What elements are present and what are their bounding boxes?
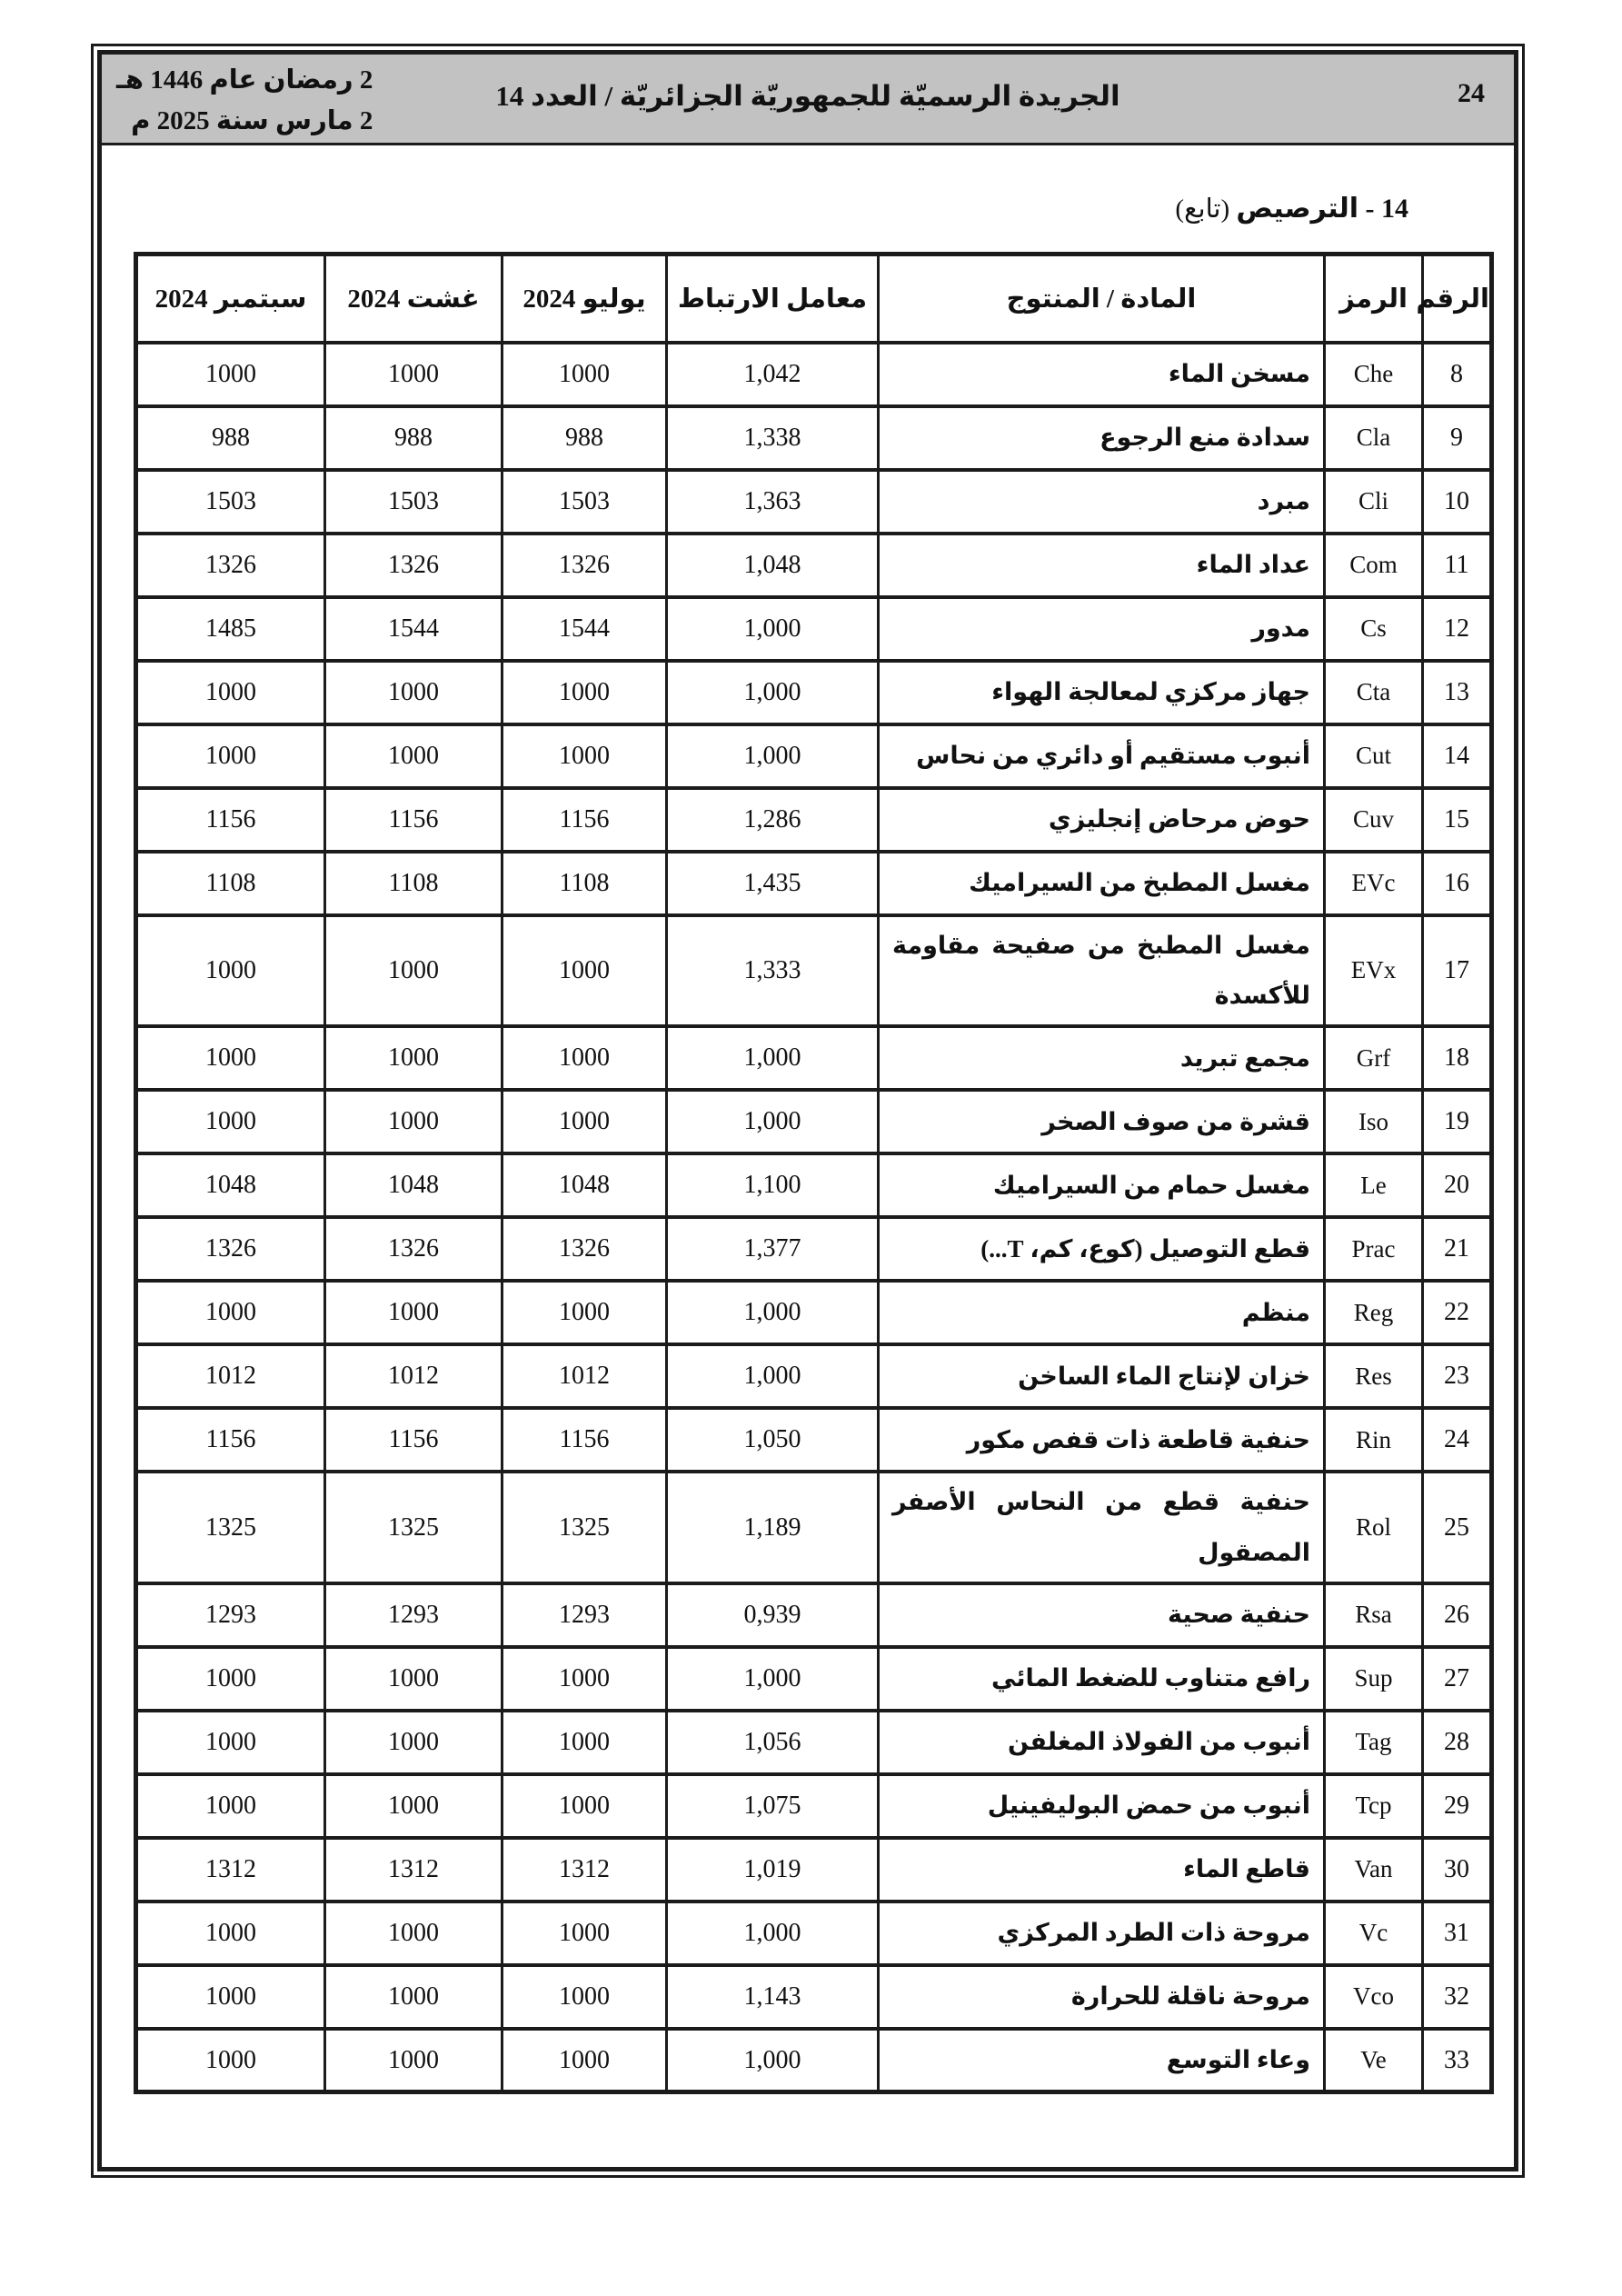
cell-july: 1156: [503, 1408, 667, 1472]
cell-august: 1326: [325, 1217, 503, 1281]
table-row: [136, 661, 1492, 724]
cell-coefficient: 1,050: [667, 1408, 879, 1472]
cell-august: 1000: [325, 915, 503, 1027]
cell-product: قطع التوصيل (كوع، كم، T...): [879, 1217, 1325, 1281]
cell-product: مغسل المطبخ من صفيحة مقاومة للأكسدة: [879, 915, 1325, 1027]
cell-number: 9: [1423, 406, 1492, 470]
cell-coefficient: 1,000: [667, 1344, 879, 1408]
cell-code: Cta: [1325, 661, 1423, 724]
cell-number: 27: [1423, 1647, 1492, 1711]
cell-august: 1000: [325, 724, 503, 788]
table-row: [136, 1153, 1492, 1217]
cell-coefficient: 1,377: [667, 1217, 879, 1281]
table-row: [136, 724, 1492, 788]
cell-july: 1000: [503, 1647, 667, 1711]
cell-july: 1312: [503, 1838, 667, 1902]
cell-coefficient: 1,042: [667, 343, 879, 406]
cell-august: 1325: [325, 1472, 503, 1583]
header-cell-september: سبتمبر 2024: [136, 255, 325, 343]
cell-july: 1156: [503, 788, 667, 852]
cell-september: 1156: [136, 788, 325, 852]
cell-code: Prac: [1325, 1217, 1423, 1281]
cell-code: Reg: [1325, 1281, 1423, 1344]
cell-coefficient: 1,363: [667, 470, 879, 534]
cell-product: مغسل حمام من السيراميك: [879, 1153, 1325, 1217]
cell-product: منظم: [879, 1281, 1325, 1344]
cell-july: 1000: [503, 1965, 667, 2029]
cell-august: 1312: [325, 1838, 503, 1902]
table-row: [136, 1838, 1492, 1902]
cell-july: 1326: [503, 1217, 667, 1281]
cell-september: 1326: [136, 1217, 325, 1281]
table-row: [136, 1902, 1492, 1965]
cell-code: Grf: [1325, 1026, 1423, 1090]
cell-number: 14: [1423, 724, 1492, 788]
cell-august: 1000: [325, 1026, 503, 1090]
date-hijri: 2 رمضان عام 1446 هـ: [116, 65, 373, 95]
cell-september: 1000: [136, 1090, 325, 1153]
cell-code: Rsa: [1325, 1583, 1423, 1647]
table-row: [136, 534, 1492, 597]
table-row: [136, 1344, 1492, 1408]
cell-july: 1326: [503, 534, 667, 597]
cell-september: 1312: [136, 1838, 325, 1902]
table-row: [136, 597, 1492, 661]
cell-code: EVx: [1325, 915, 1423, 1027]
table-row: [136, 406, 1492, 470]
cell-august: 1000: [325, 343, 503, 406]
cell-coefficient: 1,435: [667, 852, 879, 915]
table-body: [136, 343, 1492, 2092]
cell-number: 16: [1423, 852, 1492, 915]
cell-product: حوض مرحاض إنجليزي: [879, 788, 1325, 852]
cell-september: 1108: [136, 852, 325, 915]
cell-august: 1108: [325, 852, 503, 915]
cell-product: وعاء التوسع: [879, 2029, 1325, 2092]
price-index-table: [134, 252, 1494, 2094]
table-row: [136, 1711, 1492, 1774]
cell-july: 1108: [503, 852, 667, 915]
cell-september: 1000: [136, 1965, 325, 2029]
table-header-row: [136, 255, 1492, 343]
cell-july: 1000: [503, 1711, 667, 1774]
cell-july: 1325: [503, 1472, 667, 1583]
cell-september: 1000: [136, 915, 325, 1027]
cell-code: Tag: [1325, 1711, 1423, 1774]
cell-code: Cla: [1325, 406, 1423, 470]
cell-code: Res: [1325, 1344, 1423, 1408]
cell-coefficient: 1,000: [667, 724, 879, 788]
cell-product: قاطع الماء: [879, 1838, 1325, 1902]
cell-product: حنفية قاطعة ذات قفص مكور: [879, 1408, 1325, 1472]
cell-coefficient: 1,000: [667, 1647, 879, 1711]
cell-august: 1156: [325, 788, 503, 852]
cell-july: 1000: [503, 1026, 667, 1090]
header-cell-august: غشت 2024: [325, 255, 503, 343]
cell-product: عداد الماء: [879, 534, 1325, 597]
cell-code: Cs: [1325, 597, 1423, 661]
cell-september: 1000: [136, 724, 325, 788]
header-cell-number: الرقم: [1423, 255, 1492, 343]
cell-number: 28: [1423, 1711, 1492, 1774]
cell-number: 10: [1423, 470, 1492, 534]
cell-number: 17: [1423, 915, 1492, 1027]
cell-code: Tcp: [1325, 1774, 1423, 1838]
cell-number: 20: [1423, 1153, 1492, 1217]
section-title: [102, 193, 1408, 225]
cell-number: 8: [1423, 343, 1492, 406]
cell-september: 1325: [136, 1472, 325, 1583]
cell-coefficient: 1,000: [667, 2029, 879, 2092]
table-row: [136, 1026, 1492, 1090]
cell-product: حنفية قطع من النحاس الأصفر المصقول: [879, 1472, 1325, 1583]
cell-product: مسخن الماء: [879, 343, 1325, 406]
cell-code: Van: [1325, 1838, 1423, 1902]
cell-number: 21: [1423, 1217, 1492, 1281]
cell-code: Rin: [1325, 1408, 1423, 1472]
cell-august: 1000: [325, 661, 503, 724]
cell-number: 12: [1423, 597, 1492, 661]
table-row: [136, 1408, 1492, 1472]
section-title-main: 14 - الترصيص: [1236, 194, 1408, 224]
cell-july: 1012: [503, 1344, 667, 1408]
cell-september: 1000: [136, 1647, 325, 1711]
cell-number: 11: [1423, 534, 1492, 597]
page-number: 24: [1458, 78, 1485, 108]
table-row: [136, 1090, 1492, 1153]
cell-coefficient: 1,056: [667, 1711, 879, 1774]
cell-coefficient: 1,075: [667, 1774, 879, 1838]
cell-number: 22: [1423, 1281, 1492, 1344]
table-row: [136, 1583, 1492, 1647]
cell-september: 1000: [136, 343, 325, 406]
cell-number: 32: [1423, 1965, 1492, 2029]
cell-september: 1000: [136, 1902, 325, 1965]
cell-august: 1544: [325, 597, 503, 661]
cell-code: Cut: [1325, 724, 1423, 788]
cell-product: أنبوب من حمض البوليفينيل: [879, 1774, 1325, 1838]
cell-august: 1326: [325, 534, 503, 597]
cell-august: 1000: [325, 2029, 503, 2092]
cell-product: خزان لإنتاج الماء الساخن: [879, 1344, 1325, 1408]
table-row: [136, 788, 1492, 852]
cell-number: 30: [1423, 1838, 1492, 1902]
table-row: [136, 915, 1492, 1027]
cell-september: 1048: [136, 1153, 325, 1217]
cell-code: Rol: [1325, 1472, 1423, 1583]
table-row: [136, 1472, 1492, 1583]
cell-code: Che: [1325, 343, 1423, 406]
cell-july: 1048: [503, 1153, 667, 1217]
masthead: [102, 55, 1514, 145]
cell-september: 1485: [136, 597, 325, 661]
cell-august: 1000: [325, 1090, 503, 1153]
header-cell-code: الرمز: [1325, 255, 1423, 343]
cell-july: 1000: [503, 1281, 667, 1344]
cell-number: 31: [1423, 1902, 1492, 1965]
cell-july: 1000: [503, 1902, 667, 1965]
cell-july: 1000: [503, 1090, 667, 1153]
cell-product: حنفية صحية: [879, 1583, 1325, 1647]
cell-number: 23: [1423, 1344, 1492, 1408]
cell-number: 15: [1423, 788, 1492, 852]
cell-july: 988: [503, 406, 667, 470]
cell-code: Vco: [1325, 1965, 1423, 2029]
header-cell-product: المادة / المنتوج: [879, 255, 1325, 343]
cell-july: 1000: [503, 661, 667, 724]
cell-code: Cli: [1325, 470, 1423, 534]
table-row: [136, 1774, 1492, 1838]
page-frame: [91, 44, 1525, 2178]
table-row: [136, 343, 1492, 406]
cell-product: مبرد: [879, 470, 1325, 534]
cell-coefficient: 1,000: [667, 1902, 879, 1965]
cell-september: 1503: [136, 470, 325, 534]
journal-title: الجريدة الرسميّة للجمهوريّة الجزائريّة / العدد 14: [495, 80, 1120, 112]
cell-august: 1503: [325, 470, 503, 534]
cell-august: 1156: [325, 1408, 503, 1472]
cell-september: 1000: [136, 661, 325, 724]
cell-september: 1000: [136, 1774, 325, 1838]
header-cell-july: يوليو 2024: [503, 255, 667, 343]
date-gregorian: 2 مارس سنة 2025 م: [131, 105, 373, 135]
cell-product: قشرة من صوف الصخر: [879, 1090, 1325, 1153]
table-row: [136, 852, 1492, 915]
cell-number: 19: [1423, 1090, 1492, 1153]
cell-september: 1000: [136, 1026, 325, 1090]
cell-product: مروحة ذات الطرد المركزي: [879, 1902, 1325, 1965]
cell-coefficient: 1,000: [667, 1026, 879, 1090]
cell-september: 1000: [136, 1711, 325, 1774]
masthead-dates: [116, 60, 373, 142]
cell-july: 1293: [503, 1583, 667, 1647]
cell-july: 1000: [503, 343, 667, 406]
cell-code: EVc: [1325, 852, 1423, 915]
cell-august: 1000: [325, 1774, 503, 1838]
cell-september: 1000: [136, 2029, 325, 2092]
cell-coefficient: 1,000: [667, 597, 879, 661]
table-row: [136, 470, 1492, 534]
page-content: [102, 193, 1514, 2094]
cell-product: مروحة ناقلة للحرارة: [879, 1965, 1325, 2029]
cell-september: 1012: [136, 1344, 325, 1408]
cell-july: 1000: [503, 2029, 667, 2092]
cell-coefficient: 1,000: [667, 661, 879, 724]
cell-number: 24: [1423, 1408, 1492, 1472]
cell-product: جهاز مركزي لمعالجة الهواء: [879, 661, 1325, 724]
cell-code: Sup: [1325, 1647, 1423, 1711]
table-row: [136, 1217, 1492, 1281]
cell-september: 1156: [136, 1408, 325, 1472]
table-row: [136, 1965, 1492, 2029]
cell-code: Vc: [1325, 1902, 1423, 1965]
cell-september: 988: [136, 406, 325, 470]
cell-coefficient: 1,286: [667, 788, 879, 852]
page-frame-inner: [97, 50, 1518, 2171]
cell-coefficient: 0,939: [667, 1583, 879, 1647]
cell-number: 33: [1423, 2029, 1492, 2092]
cell-product: سدادة منع الرجوع: [879, 406, 1325, 470]
table-row: [136, 1281, 1492, 1344]
cell-august: 1293: [325, 1583, 503, 1647]
cell-number: 29: [1423, 1774, 1492, 1838]
cell-september: 1293: [136, 1583, 325, 1647]
cell-august: 988: [325, 406, 503, 470]
cell-coefficient: 1,189: [667, 1472, 879, 1583]
cell-coefficient: 1,000: [667, 1090, 879, 1153]
cell-product: رافع متناوب للضغط المائي: [879, 1647, 1325, 1711]
cell-august: 1000: [325, 1647, 503, 1711]
cell-product: مدور: [879, 597, 1325, 661]
cell-august: 1012: [325, 1344, 503, 1408]
cell-product: أنبوب مستقيم أو دائري من نحاس: [879, 724, 1325, 788]
cell-coefficient: 1,019: [667, 1838, 879, 1902]
table-row: [136, 2029, 1492, 2092]
cell-july: 1544: [503, 597, 667, 661]
cell-coefficient: 1,000: [667, 1281, 879, 1344]
cell-august: 1000: [325, 1965, 503, 2029]
cell-august: 1048: [325, 1153, 503, 1217]
cell-product: مجمع تبريد: [879, 1026, 1325, 1090]
cell-september: 1000: [136, 1281, 325, 1344]
cell-july: 1503: [503, 470, 667, 534]
cell-product: أنبوب من الفولاذ المغلفن: [879, 1711, 1325, 1774]
cell-code: Le: [1325, 1153, 1423, 1217]
cell-code: Ve: [1325, 2029, 1423, 2092]
cell-august: 1000: [325, 1902, 503, 1965]
cell-code: Com: [1325, 534, 1423, 597]
cell-july: 1000: [503, 724, 667, 788]
table-row: [136, 1647, 1492, 1711]
cell-number: 26: [1423, 1583, 1492, 1647]
cell-july: 1000: [503, 1774, 667, 1838]
cell-july: 1000: [503, 915, 667, 1027]
section-title-suffix: (تابع): [1175, 195, 1237, 224]
cell-number: 13: [1423, 661, 1492, 724]
cell-code: Iso: [1325, 1090, 1423, 1153]
cell-coefficient: 1,338: [667, 406, 879, 470]
header-cell-coefficient: معامل الارتباط: [667, 255, 879, 343]
cell-number: 25: [1423, 1472, 1492, 1583]
cell-code: Cuv: [1325, 788, 1423, 852]
cell-coefficient: 1,333: [667, 915, 879, 1027]
cell-coefficient: 1,100: [667, 1153, 879, 1217]
cell-august: 1000: [325, 1281, 503, 1344]
cell-number: 18: [1423, 1026, 1492, 1090]
cell-product: مغسل المطبخ من السيراميك: [879, 852, 1325, 915]
cell-coefficient: 1,048: [667, 534, 879, 597]
cell-september: 1326: [136, 534, 325, 597]
cell-august: 1000: [325, 1711, 503, 1774]
cell-coefficient: 1,143: [667, 1965, 879, 2029]
